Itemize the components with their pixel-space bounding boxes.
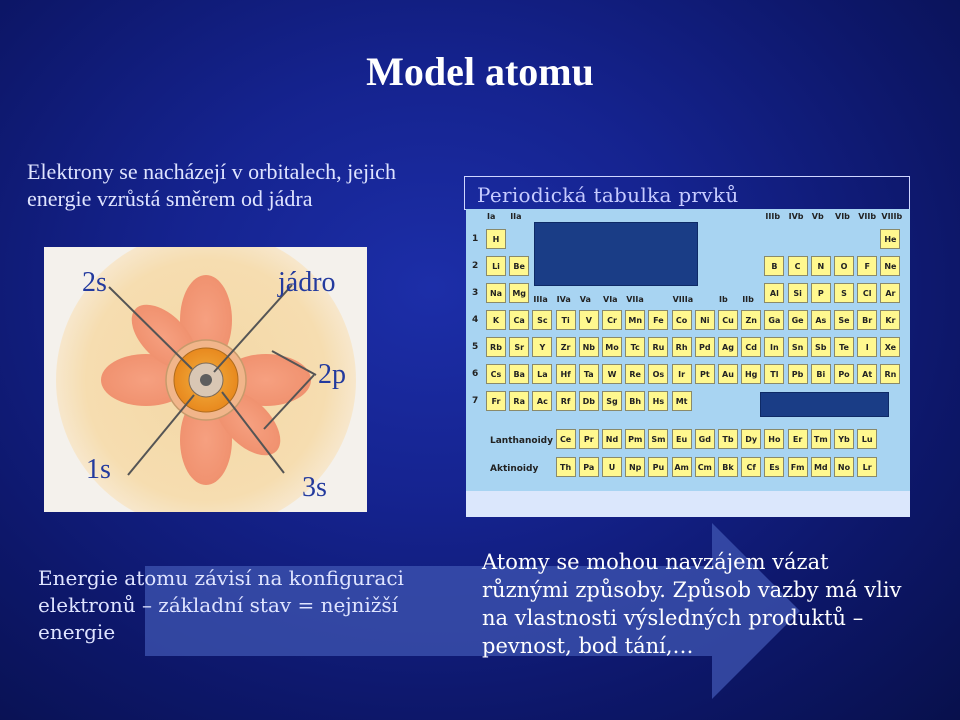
- element-cell: Te: [834, 337, 854, 357]
- element-cell: P: [811, 283, 831, 303]
- group-label: IVb: [788, 212, 804, 221]
- element-cell: Co: [672, 310, 692, 330]
- element-cell: Sg: [602, 391, 622, 411]
- element-cell: Tc: [625, 337, 645, 357]
- element-cell: Mn: [625, 310, 645, 330]
- element-cell: Sb: [811, 337, 831, 357]
- element-cell: In: [764, 337, 784, 357]
- element-cell: Cf: [741, 457, 761, 477]
- element-cell: Hf: [556, 364, 576, 384]
- element-cell: Fr: [486, 391, 506, 411]
- element-cell: I: [857, 337, 877, 357]
- element-cell: B: [764, 256, 784, 276]
- element-cell: Fe: [648, 310, 668, 330]
- group-label: Va: [579, 295, 591, 304]
- element-cell: Pa: [579, 457, 599, 477]
- element-cell: Kr: [880, 310, 900, 330]
- element-cell: U: [602, 457, 622, 477]
- element-cell: Md: [811, 457, 831, 477]
- element-cell: Yb: [834, 429, 854, 449]
- period-label: 7: [472, 396, 479, 406]
- element-cell: Nd: [602, 429, 622, 449]
- element-cell: F: [857, 256, 877, 276]
- element-cell: C: [788, 256, 808, 276]
- element-cell: As: [811, 310, 831, 330]
- element-cell: Hs: [648, 391, 668, 411]
- element-cell: Au: [718, 364, 738, 384]
- element-cell: Se: [834, 310, 854, 330]
- element-cell: Cl: [857, 283, 877, 303]
- group-label: IIIa: [533, 295, 548, 304]
- element-cell: Ac: [532, 391, 552, 411]
- element-cell: Ag: [718, 337, 738, 357]
- element-cell: Fm: [788, 457, 808, 477]
- group-label: Ia: [487, 212, 496, 221]
- element-cell: K: [486, 310, 506, 330]
- label-2p: 2p: [318, 359, 346, 390]
- element-cell: Sr: [509, 337, 529, 357]
- element-cell: O: [834, 256, 854, 276]
- element-cell: Ga: [764, 310, 784, 330]
- element-cell: Pr: [579, 429, 599, 449]
- element-cell: Cr: [602, 310, 622, 330]
- element-cell: Pm: [625, 429, 645, 449]
- element-cell: Br: [857, 310, 877, 330]
- group-label: VIIa: [626, 295, 644, 304]
- element-cell: Np: [625, 457, 645, 477]
- element-cell: Ne: [880, 256, 900, 276]
- element-cell: Es: [764, 457, 784, 477]
- element-cell: Ru: [648, 337, 668, 357]
- element-cell: Xe: [880, 337, 900, 357]
- group-label: VIa: [603, 295, 618, 304]
- actinides-label: Aktinoidy: [490, 464, 539, 474]
- element-cell: Bi: [811, 364, 831, 384]
- group-label: VIIIb: [881, 212, 903, 221]
- element-cell: Sc: [532, 310, 552, 330]
- element-cell: Ar: [880, 283, 900, 303]
- period-label: 4: [472, 315, 479, 325]
- element-cell: Bh: [625, 391, 645, 411]
- element-cell: Y: [532, 337, 552, 357]
- element-cell: La: [532, 364, 552, 384]
- period-label: 6: [472, 369, 479, 379]
- element-cell: Ce: [556, 429, 576, 449]
- element-cell: Na: [486, 283, 506, 303]
- group-label: IIIb: [765, 212, 781, 221]
- element-cell: Mg: [509, 283, 529, 303]
- label-1s: 1s: [86, 454, 111, 485]
- element-cell: Re: [625, 364, 645, 384]
- period-label: 1: [472, 234, 479, 244]
- element-cell: Zr: [556, 337, 576, 357]
- element-cell: Os: [648, 364, 668, 384]
- bonds-text: Atomy se mohou navzájem vázat různými způsoby. Způsob vazby má vliv na vlastnosti výsledných produktů – pevnost, bod tání,…: [482, 550, 902, 658]
- label-2s: 2s: [82, 267, 107, 298]
- element-cell: Mo: [602, 337, 622, 357]
- element-cell: Mt: [672, 391, 692, 411]
- element-cell: He: [880, 229, 900, 249]
- element-cell: Lu: [857, 429, 877, 449]
- element-cell: Ta: [579, 364, 599, 384]
- element-cell: Po: [834, 364, 854, 384]
- element-cell: Rh: [672, 337, 692, 357]
- element-cell: Cd: [741, 337, 761, 357]
- element-cell: Pt: [695, 364, 715, 384]
- element-cell: Rf: [556, 391, 576, 411]
- element-cell: H: [486, 229, 506, 249]
- element-cell: Cu: [718, 310, 738, 330]
- group-label: VIIIa: [672, 295, 694, 304]
- element-cell: Si: [788, 283, 808, 303]
- element-cell: Tm: [811, 429, 831, 449]
- element-cell: Am: [672, 457, 692, 477]
- element-cell: Bk: [718, 457, 738, 477]
- element-cell: Th: [556, 457, 576, 477]
- period-label: 5: [472, 342, 479, 352]
- element-cell: V: [579, 310, 599, 330]
- group-label: VIIb: [858, 212, 877, 221]
- slide-title: Model atomu: [366, 49, 594, 94]
- element-cell: Ra: [509, 391, 529, 411]
- element-cell: Gd: [695, 429, 715, 449]
- element-cell: Db: [579, 391, 599, 411]
- element-cell: Rn: [880, 364, 900, 384]
- element-cell: N: [811, 256, 831, 276]
- element-cell: Er: [788, 429, 808, 449]
- label-nucleus: jádro: [278, 267, 336, 298]
- group-label: Ib: [719, 295, 728, 304]
- element-cell: Pd: [695, 337, 715, 357]
- element-cell: Sm: [648, 429, 668, 449]
- label-3s: 3s: [302, 472, 327, 503]
- element-cell: Tl: [764, 364, 784, 384]
- element-cell: Ba: [509, 364, 529, 384]
- group-label: IVa: [556, 295, 571, 304]
- element-cell: Eu: [672, 429, 692, 449]
- element-cell: Pu: [648, 457, 668, 477]
- element-cell: Ca: [509, 310, 529, 330]
- group-label: IIb: [742, 295, 754, 304]
- element-cell: Pb: [788, 364, 808, 384]
- group-label: IIa: [510, 212, 522, 221]
- group-label: Vb: [811, 212, 824, 221]
- energy-text: Energie atomu závisí na konfiguraci elektronů – základní stav = nejnižší energie: [38, 566, 404, 644]
- period-label: 2: [472, 261, 479, 271]
- element-cell: W: [602, 364, 622, 384]
- element-cell: Sn: [788, 337, 808, 357]
- element-cell: S: [834, 283, 854, 303]
- lanthanides-label: Lanthanoidy: [490, 436, 553, 446]
- intro-text: Elektrony se nacházejí v orbitalech, jejich energie vzrůstá směrem od jádra: [27, 159, 396, 211]
- element-cell: Cm: [695, 457, 715, 477]
- element-cell: Zn: [741, 310, 761, 330]
- element-cell: Ir: [672, 364, 692, 384]
- element-cell: Rb: [486, 337, 506, 357]
- element-cell: Al: [764, 283, 784, 303]
- element-cell: Li: [486, 256, 506, 276]
- element-cell: Tb: [718, 429, 738, 449]
- element-cell: At: [857, 364, 877, 384]
- element-cell: Cs: [486, 364, 506, 384]
- group-label: VIb: [835, 212, 850, 221]
- element-cell: Dy: [741, 429, 761, 449]
- element-cell: Ti: [556, 310, 576, 330]
- element-cell: Ni: [695, 310, 715, 330]
- element-cell: No: [834, 457, 854, 477]
- element-cell: Be: [509, 256, 529, 276]
- element-cell: Hg: [741, 364, 761, 384]
- element-cell: Lr: [857, 457, 877, 477]
- element-cell: Ho: [764, 429, 784, 449]
- element-cell: Ge: [788, 310, 808, 330]
- periodic-table-title: Periodická tabulka prvků: [477, 183, 739, 207]
- period-label: 3: [472, 288, 479, 298]
- element-cell: Nb: [579, 337, 599, 357]
